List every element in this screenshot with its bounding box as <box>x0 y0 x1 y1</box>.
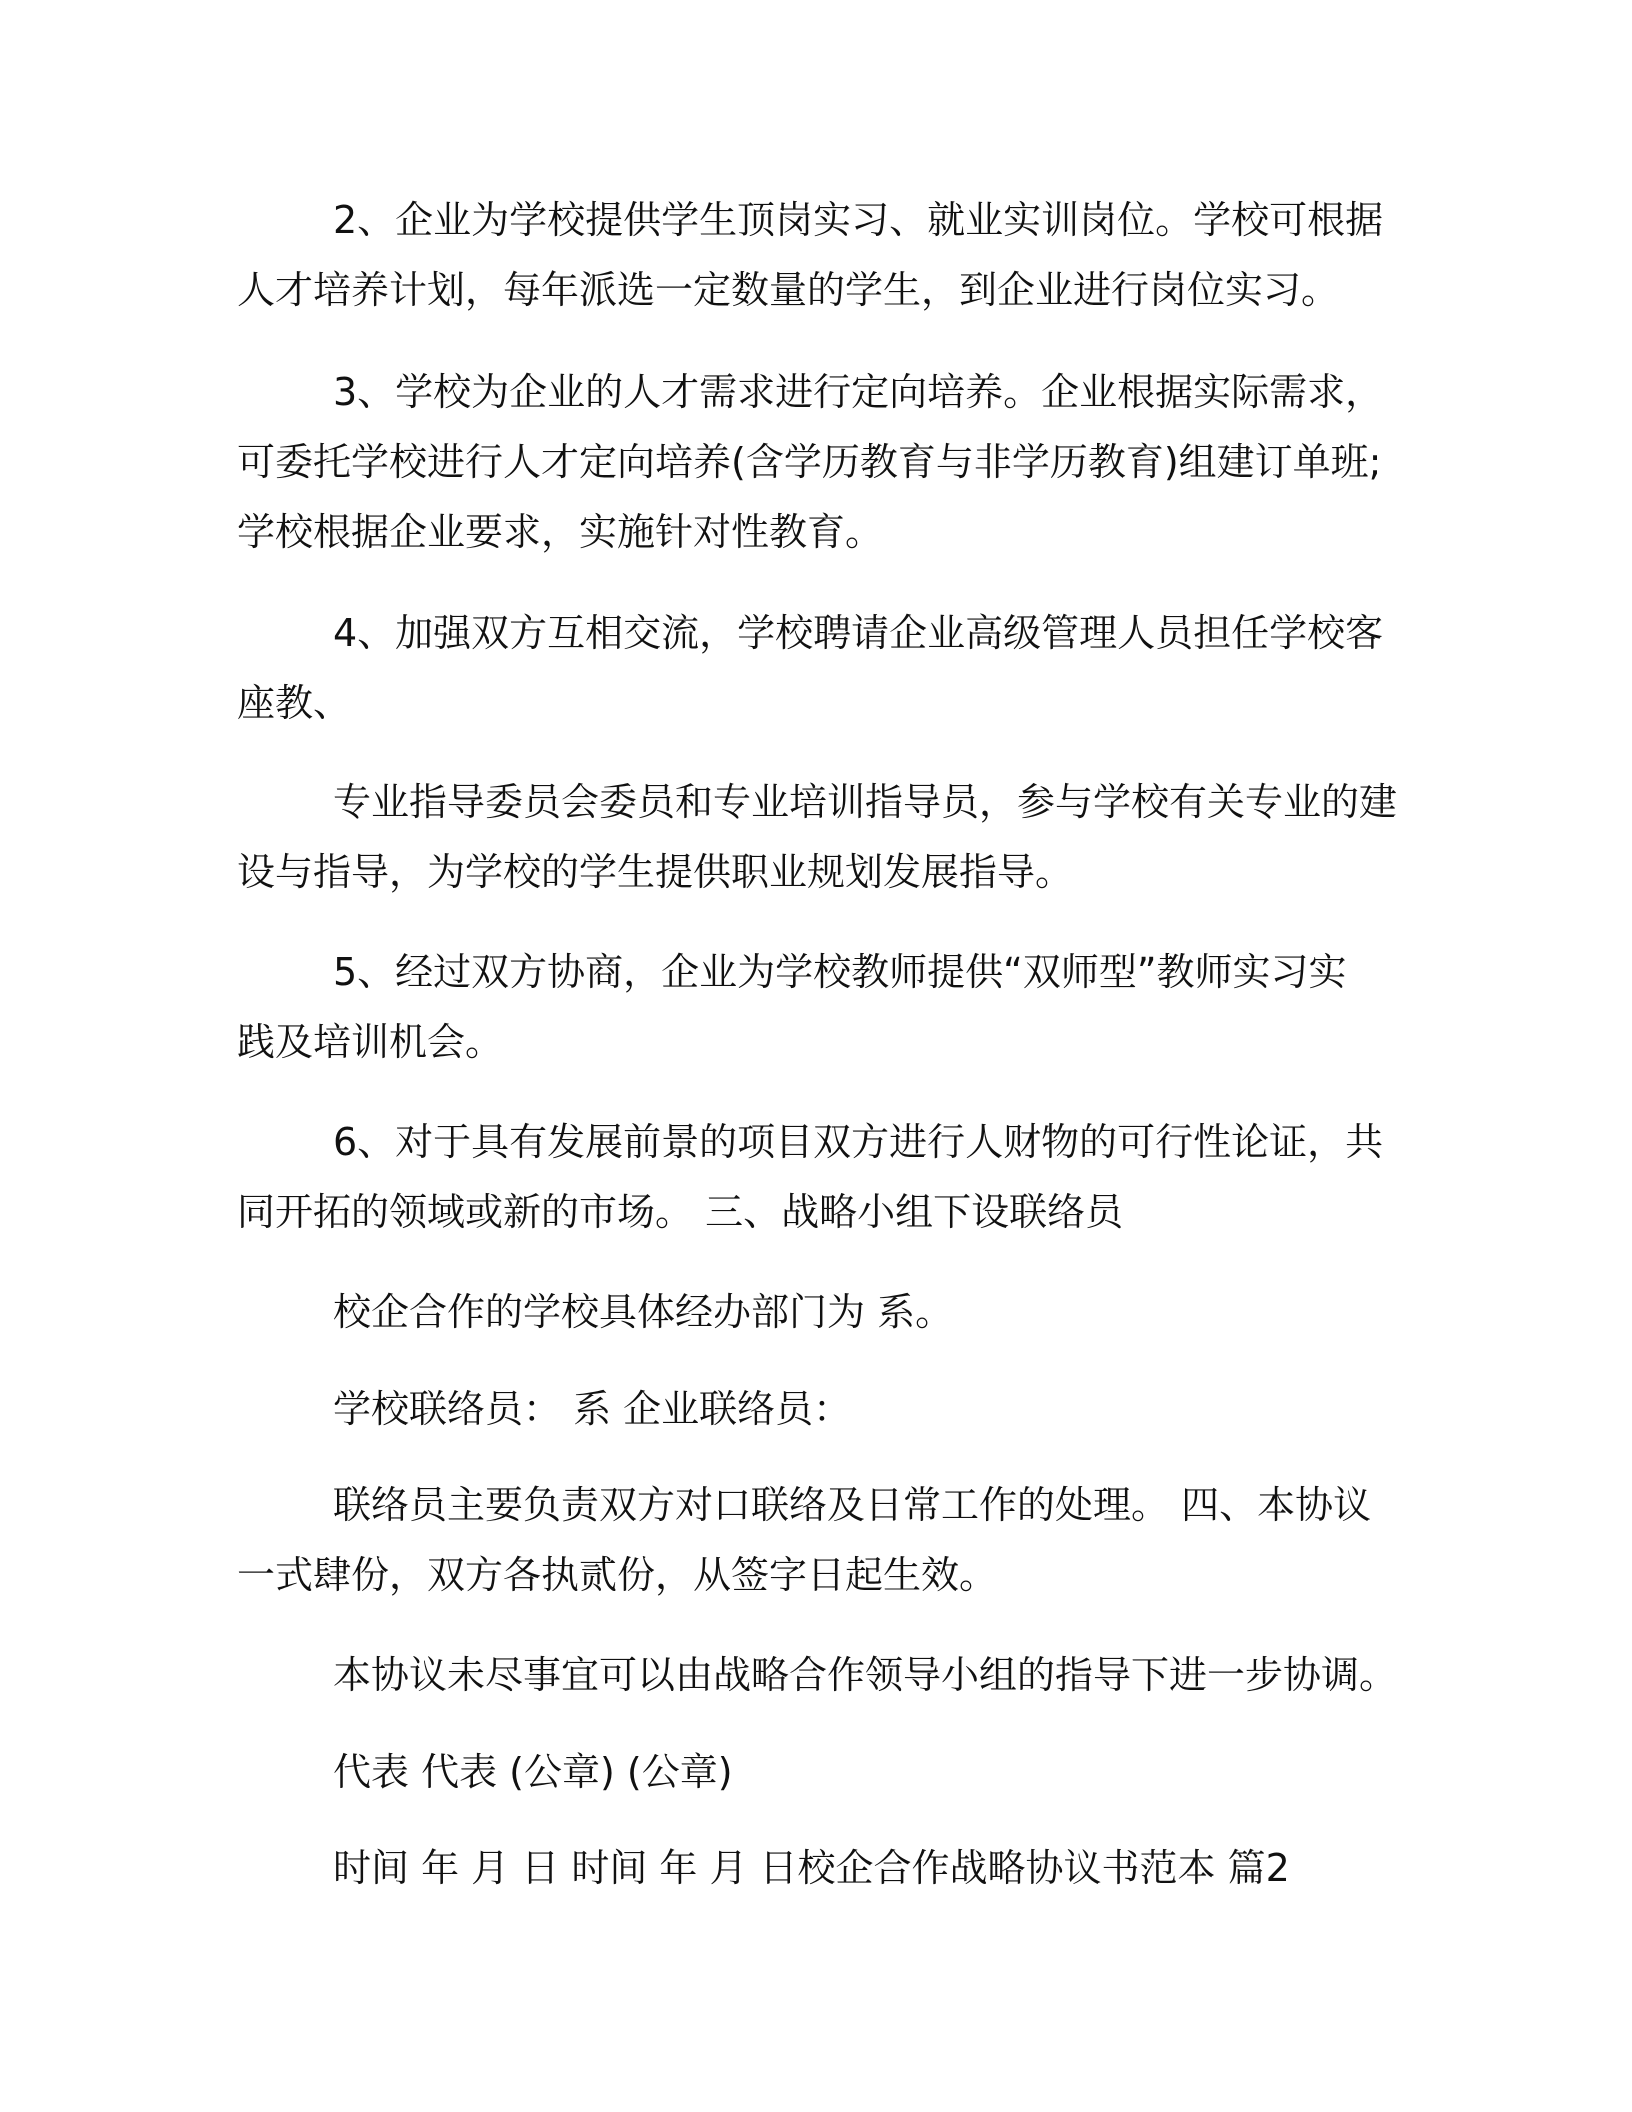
paragraph-item-3 <box>237 357 1387 567</box>
text-line: 一式肆份，双方各执贰份，从签字日起生效。 <box>237 1553 998 1597</box>
paragraph-item-4-continued <box>237 767 1398 907</box>
text-line: 践及培训机会。 <box>237 1020 504 1064</box>
paragraph-liaison <box>237 1374 1387 1444</box>
text-line: 5、经过双方协商，企业为学校教师提供“双师型”教师实习实 <box>333 950 1347 994</box>
text-line: 2、企业为学校提供学生顶岗实习、就业实训岗位。学校可根据 <box>333 198 1384 242</box>
text-line: 座教、 <box>237 681 352 725</box>
paragraph-department <box>237 1277 1387 1347</box>
text-line: 人才培养计划，每年派选一定数量的学生，到企业进行岗位实习。 <box>237 268 1340 312</box>
paragraph-item-4 <box>237 598 1387 738</box>
text-line: 代表 代表 (公章) (公章) <box>333 1750 733 1794</box>
paragraph-unresolved-matters <box>237 1640 1398 1710</box>
paragraph-item-2 <box>237 185 1387 325</box>
text-line: 同开拓的领域或新的市场。 三、战略小组下设联络员 <box>237 1190 1124 1234</box>
text-line: 专业指导委员会委员和专业培训指导员，参与学校有关专业的建 <box>333 780 1398 824</box>
text-line: 本协议未尽事宜可以由战略合作领导小组的指导下进一步协调。 <box>333 1653 1398 1697</box>
text-line: 可委托学校进行人才定向培养(含学历教育与非学历教育)组建订单班; <box>237 440 1382 484</box>
text-line: 学校联络员： 系 企业联络员： <box>333 1387 852 1431</box>
paragraph-item-5 <box>237 937 1387 1077</box>
text-line: 6、对于具有发展前景的项目双方进行人财物的可行性论证，共 <box>333 1120 1384 1164</box>
text-line: 时间 年 月 日 时间 年 月 日校企合作战略协议书范本 篇2 <box>333 1846 1290 1890</box>
paragraph-item-6 <box>237 1107 1387 1247</box>
paragraph-liaison-duty <box>237 1470 1387 1610</box>
paragraph-representatives <box>237 1737 1387 1807</box>
text-line: 学校根据企业要求，实施针对性教育。 <box>237 510 884 554</box>
text-line: 联络员主要负责双方对口联络及日常工作的处理。 四、本协议 <box>333 1483 1372 1527</box>
paragraph-dates <box>237 1833 1387 1903</box>
text-line: 3、学校为企业的人才需求进行定向培养。企业根据实际需求， <box>333 370 1384 414</box>
text-line: 4、加强双方互相交流，学校聘请企业高级管理人员担任学校客 <box>333 611 1384 655</box>
text-line: 校企合作的学校具体经办部门为 系。 <box>333 1290 954 1334</box>
text-line: 设与指导，为学校的学生提供职业规划发展指导。 <box>237 850 1074 894</box>
